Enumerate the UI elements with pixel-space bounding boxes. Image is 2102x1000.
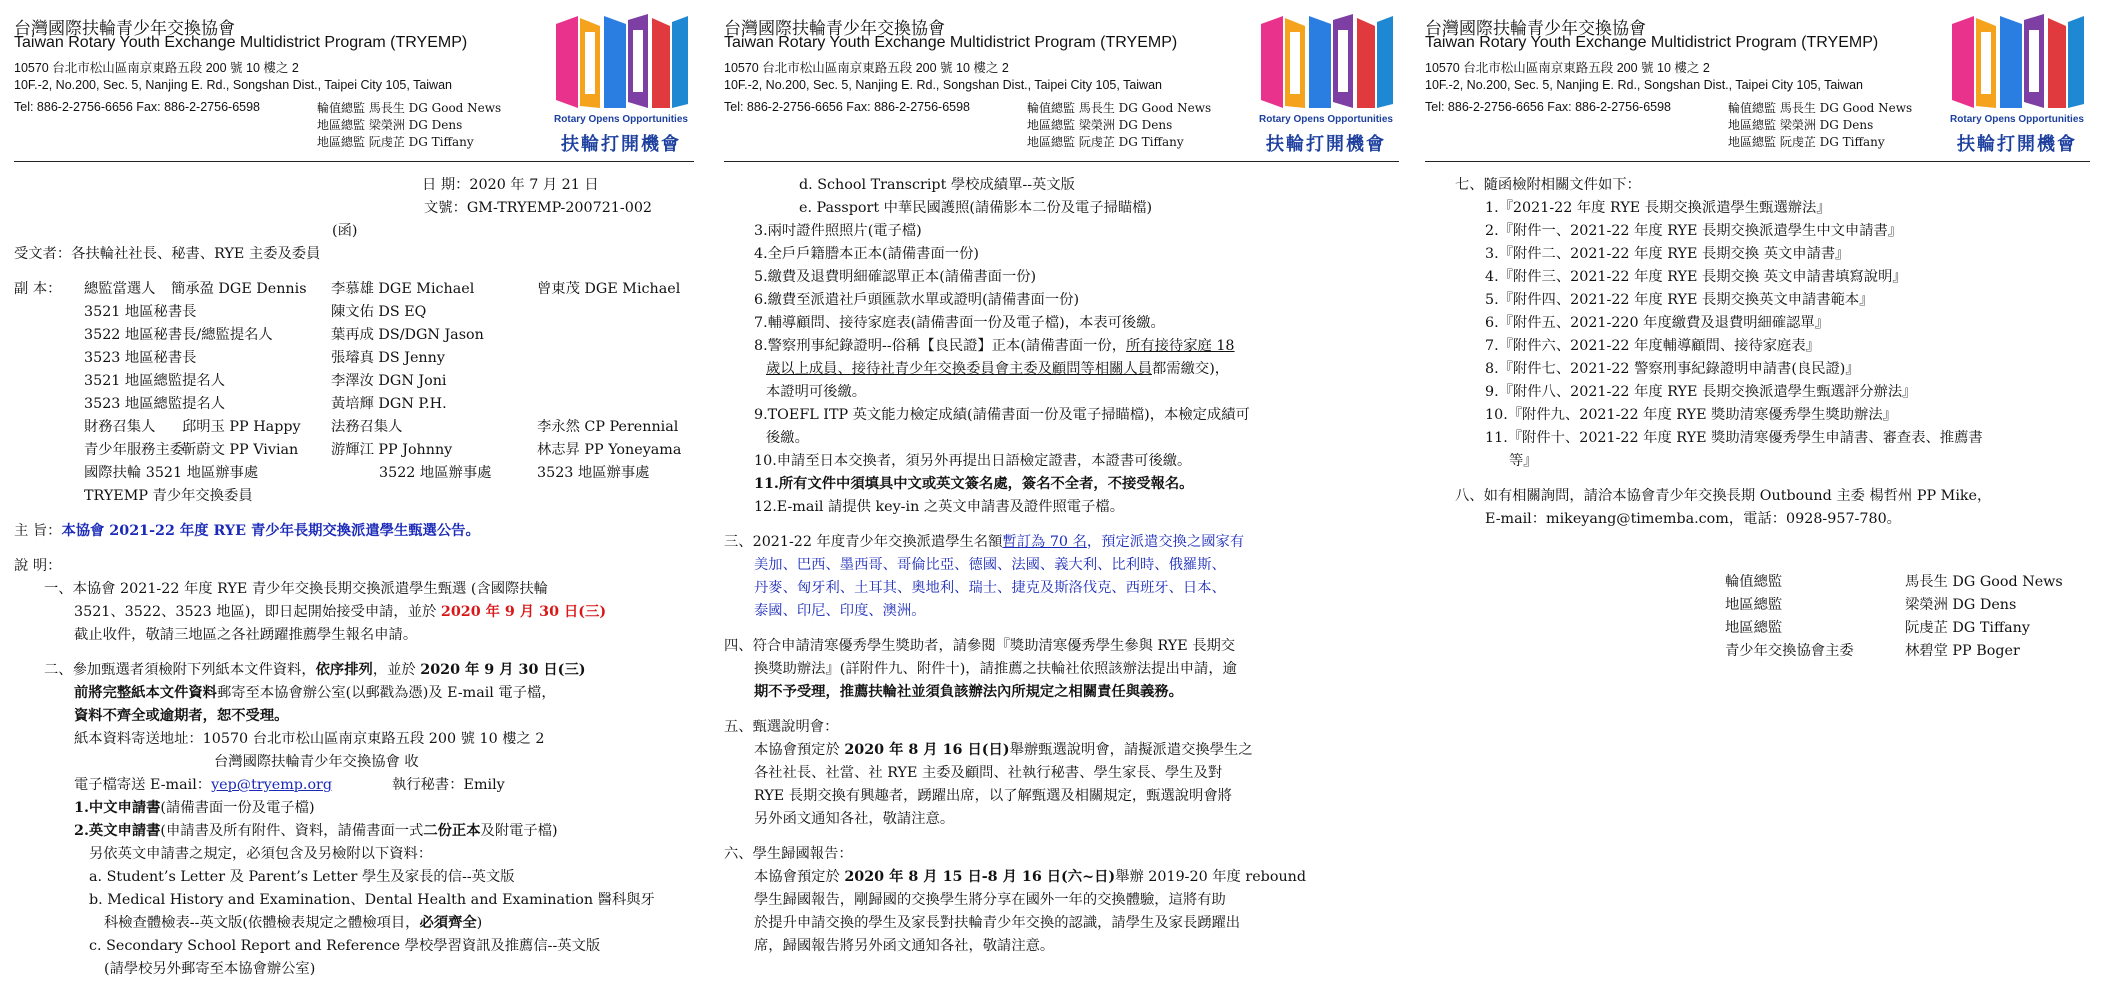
header-divider [14, 161, 694, 162]
address-en: 10F.-2, No.200, Sec. 5, Nanjing E. Rd., Songshan Dist., Taipei City 105, Taiwan [1425, 78, 1863, 92]
text-line: 4.全戶戶籍謄本正本(請備書面一份) [754, 246, 979, 262]
attachment-item: 9.『附件八、2021-22 年度 RYE 長期交換派遣學生甄選評分辦法』 [1485, 384, 1917, 400]
text-line: 八、如有相關詢問，請洽本協會青少年交換長期 Outbound 主委 楊哲州 PP Mike， [1455, 488, 1992, 504]
text-line [724, 866, 1399, 889]
text-line: 12.E-mail 請提供 key-in 之英文申請書及證件照電子檔。 [754, 499, 1124, 515]
explain-item-2 [14, 659, 694, 981]
cc-cell: 3522 地區秘書長/總監提名人 [84, 327, 273, 343]
cc-cell: 國際扶輪 3521 地區辦事處 [84, 465, 259, 481]
cc-row [14, 393, 694, 416]
logo-slogan: 扶輪打開機會 [1266, 134, 1386, 155]
signature-block [1425, 571, 2090, 663]
cc-cell: 游輝江 PP Johnny [331, 442, 453, 458]
logo-slogan: 扶輪打開機會 [1957, 134, 2077, 155]
governor-line: 地區總監 梁榮洲 DG Dens [1728, 118, 1874, 132]
tel-fax: Tel: 886-2-2756-6656 Fax: 886-2-2756-6598 [1425, 100, 1672, 114]
text-span: ，並於 [372, 662, 421, 678]
cc-cell: 3522 地區辦事處 [379, 465, 492, 481]
cc-cell: 3521 地區秘書長 [84, 304, 197, 320]
cc-cell: 葉再成 DS/DGN Jason [331, 327, 484, 343]
signature-name: 馬長生 DG Good News [1905, 574, 2063, 590]
text-span: ) [476, 915, 483, 931]
text-span: 3521、3522、3523 地區)，即日起開始接受申請，並於 [74, 604, 441, 620]
signature-name: 林碧堂 PP Boger [1905, 643, 2020, 659]
text-span: 郵寄至本協會辦公室(以郵戳為憑)及 E-mail 電子檔， [216, 685, 556, 701]
section-5 [724, 716, 1399, 831]
address-en: 10F.-2, No.200, Sec. 5, Nanjing E. Rd., Songshan Dist., Taipei City 105, Taiwan [14, 78, 452, 92]
text-line: RYE 長期交換有興趣者，踴躍出席，以了解甄選及相關規定，甄選說明會將 [754, 788, 1232, 804]
signature-row [1725, 571, 2090, 594]
logo-tagline: Rotary Opens Opportunities [1950, 114, 2084, 125]
text-line: 7.輔導顧問、接待家庭表(請備書面一份及電子檔)，本表可後繳。 [754, 315, 1165, 331]
text-line [44, 797, 694, 820]
org-name-zh: 台灣國際扶輪青少年交換協會 [724, 19, 945, 39]
tel-fax: Tel: 886-2-2756-6656 Fax: 886-2-2756-6598 [724, 100, 971, 114]
governor-line: 輪值總監 馬長生 DG Good News [1728, 101, 1913, 115]
rotary-doors-logo [1948, 12, 2086, 155]
text-line [44, 912, 694, 935]
cc-row [14, 301, 694, 324]
text-line: c. Secondary School Report and Reference 學校學習資訊及推薦信--英文版 [89, 938, 601, 954]
text-line: 美加、巴西、墨西哥、哥倫比亞、德國、法國、義大利、比利時、俄羅斯、 [754, 557, 1226, 573]
text-span: (請備書面一份及電子檔) [160, 800, 315, 816]
page-1 [14, 0, 694, 1000]
text-line: 另依英文申請書之規定，必須包含及另檢附以下資料： [89, 846, 433, 862]
text-line: 後繳。 [766, 430, 809, 446]
text-span: 本協會預定於 [754, 869, 845, 885]
cc-cell: 3523 地區秘書長 [84, 350, 197, 366]
text-line: 期不予受理，推薦扶輪社並須負該辦法內所規定之相關責任與義務。 [754, 684, 1183, 700]
org-name-en: Taiwan Rotary Youth Exchange Multidistrict Program (TRYEMP) [14, 34, 468, 51]
section-8 [1425, 485, 2090, 531]
text-line: 學生歸國報告，剛歸國的交換學生將分享在國外一年的交換體驗，這將有助 [754, 892, 1226, 908]
attachment-item: 5.『附件四、2021-22 年度 RYE 長期交換英文申請書範本』 [1485, 292, 1874, 308]
subject-line [14, 520, 694, 543]
doors-icon [552, 12, 690, 112]
letterhead [14, 0, 694, 160]
text-span: 依序排列 [315, 662, 373, 678]
text-line: 泰國、印尼、印度、澳洲。 [754, 603, 926, 619]
section-4 [724, 635, 1399, 704]
section-6 [724, 843, 1399, 958]
cc-cell: 黃培輝 DGN P.H. [331, 396, 447, 412]
text-span: 及附電子檔) [480, 823, 558, 839]
signature-row [1725, 640, 2090, 663]
cc-row [14, 485, 694, 508]
logo-slogan: 扶輪打開機會 [561, 134, 681, 155]
cc-cell: 3523 地區辦事處 [537, 465, 650, 481]
deadline-date: 2020 年 9 月 30 日(三) [440, 604, 607, 620]
text-line [724, 739, 1399, 762]
text-line: 截止收件，敬請三地區之各社踴躍推薦學生報名申請。 [74, 627, 418, 643]
cc-cell: 財務召集人 [84, 419, 156, 435]
text-line [754, 358, 1399, 381]
text-span: 二、參加甄選者須檢附下列紙本文件資料， [44, 662, 316, 678]
signature-title: 地區總監 [1725, 597, 1783, 613]
org-name-en: Taiwan Rotary Youth Exchange Multidistrict Program (TRYEMP) [1425, 34, 1879, 51]
logo-tagline: Rotary Opens Opportunities [554, 114, 688, 125]
text-span: 都需繳交)， [1152, 361, 1230, 377]
text-line: 本證明可後繳。 [766, 384, 867, 400]
cc-cell: 3523 地區總監提名人 [84, 396, 226, 412]
org-name-en: Taiwan Rotary Youth Exchange Multidistrict Program (TRYEMP) [724, 34, 1178, 51]
text-span: 8.警察刑事紀錄證明--俗稱【良民證】正本(請備書面一份， [754, 338, 1127, 354]
text-line [44, 601, 694, 624]
explain-item-1 [14, 578, 694, 647]
text-span: 科檢查體檢表--英文版(依體檢表規定之體檢項目， [104, 915, 420, 931]
email-line [44, 774, 694, 797]
signature-title: 青少年交換協會主委 [1725, 643, 1854, 659]
page-3 [1425, 0, 2090, 1000]
cc-row [14, 462, 694, 485]
attachment-item: 11.『附件十、2021-22 年度 RYE 獎助清寒優秀學生申請書、審查表、推薦書 [1485, 430, 1983, 446]
org-name-zh: 台灣國際扶輪青少年交換協會 [14, 19, 235, 39]
text-span: 前將完整紙本文件資料 [74, 685, 217, 701]
section-3 [724, 531, 1399, 623]
cc-cell: 張璿真 DS Jenny [331, 350, 445, 366]
text-span: 2.英文申請書 [74, 823, 161, 839]
rotary-doors-logo [1257, 12, 1395, 155]
logo-tagline: Rotary Opens Opportunities [1259, 114, 1393, 125]
doors-icon [1257, 12, 1395, 112]
text-line: 另外函文通知各社，敬請注意。 [754, 811, 955, 827]
text-line: 5.繳費及退費明細確認單正本(請備書面一份) [754, 269, 1037, 285]
address-zh: 10570 台北市松山區南京東路五段 200 號 10 樓之 2 [1425, 61, 1710, 75]
document-list [724, 174, 1399, 519]
attachment-item: 8.『附件七、2021-22 警察刑事紀錄證明申請書(良民證)』 [1485, 361, 1860, 377]
text-line: 6.繳費至派遣社戶頭匯款水單或證明(請備書面一份) [754, 292, 1080, 308]
governor-line: 地區總監 梁榮洲 DG Dens [1027, 118, 1173, 132]
text-line: 9.TOEFL ITP 英文能力檢定成績(請備書面一份及電子掃瞄檔)，本檢定成績可 [754, 407, 1250, 423]
rotary-doors-logo [552, 12, 690, 155]
cc-row [14, 416, 694, 439]
text-line [44, 820, 694, 843]
governor-line: 地區總監 阮虔芷 DG Tiffany [1027, 135, 1184, 149]
text-span: 1.中文申請書 [74, 800, 161, 816]
cc-cell: 李澤汝 DGN Joni [331, 373, 447, 389]
governor-line: 地區總監 梁榮洲 DG Dens [317, 118, 463, 132]
governor-line: 輪值總監 馬長生 DG Good News [317, 101, 502, 115]
text-span: 所有接待家庭 18 [1126, 338, 1235, 354]
cc-cell: 簡承盈 DGE Dennis [171, 281, 307, 297]
text-span: 舉辦甄選說明會，請擬派遣交換學生之 [1009, 742, 1253, 758]
governor-list [1027, 100, 1211, 151]
section-title: 六、學生歸國報告： [724, 846, 853, 862]
address-zh: 10570 台北市松山區南京東路五段 200 號 10 樓之 2 [14, 61, 299, 75]
attachment-item: 10.『附件九、2021-22 年度 RYE 獎助清寒優秀學生獎助辦法』 [1485, 407, 1897, 423]
email-link[interactable]: yep@tryemp.org [211, 777, 333, 793]
header-divider [1425, 161, 2090, 162]
cc-row [14, 347, 694, 370]
attachment-item: 3.『附件二、2021-22 年度 RYE 長期交換 英文申請書』 [1485, 246, 1850, 262]
text-line: b. Medical History and Examination、Dental Health and Examination 醫科與牙 [89, 892, 655, 908]
cc-row [14, 439, 694, 462]
document-number: 文號：GM-TRYEMP-200721-002 [424, 200, 653, 216]
text-span: ，預定派遣交換之國家有 [1086, 534, 1245, 550]
signature-title: 地區總監 [1725, 620, 1783, 636]
text-span: 2020 年 9 月 30 日(三) [420, 662, 586, 678]
cc-row [14, 370, 694, 393]
cc-cell: 總監當選人 [84, 281, 156, 297]
section-7 [1425, 174, 2090, 473]
cc-cell: 青少年服務主委 [84, 442, 185, 458]
subject-text: 本協會 2021-22 年度 RYE 青少年長期交換派遣學生甄選公告。 [61, 523, 480, 539]
text-line: (請學校另外郵寄至本協會辦公室) [104, 961, 316, 977]
attachment-item: 4.『附件三、2021-22 年度 RYE 長期交換 英文申請書填寫說明』 [1485, 269, 1907, 285]
text-span: 2020 年 8 月 16 日(日) [844, 742, 1010, 758]
text-line: 丹麥、匈牙利、土耳其、奧地利、瑞士、捷克及斯洛伐克、西班牙、日本、 [754, 580, 1226, 596]
text-line: 四、符合申請清寒優秀學生獎助者，請參閱『獎助清寒優秀學生參與 RYE 長期交 [724, 638, 1236, 654]
signature-row [1725, 617, 2090, 640]
cc-cell: 3521 地區總監提名人 [84, 373, 226, 389]
mailing-address: 紙本資料寄送地址：10570 台北市松山區南京東路五段 200 號 10 樓之 2 [74, 731, 545, 747]
cc-cell: 林志昇 PP Yoneyama [537, 442, 682, 458]
text-line: a. Student’s Letter 及 Parent’s Letter 學生及家長的信--英文版 [89, 869, 515, 885]
cc-cell: 法務召集人 [331, 419, 403, 435]
attachment-item: 2.『附件一、2021-22 年度 RYE 長期交換派遣學生中文申請書』 [1485, 223, 1903, 239]
text-line: 席，歸國報告將另外函文通知各社，敬請注意。 [754, 938, 1055, 954]
attachment-list [1455, 197, 2090, 473]
text-span: 舉辦 2019-20 年度 rebound [1115, 869, 1307, 885]
letter-type: (函) [332, 223, 358, 239]
cc-cell: 邱明玉 PP Happy [182, 419, 301, 435]
text-line: 資料不齊全或逾期者，恕不受理。 [74, 708, 289, 724]
text-line: 3.兩吋證件照照片(電子檔) [754, 223, 922, 239]
explain-label: 說 明： [14, 558, 62, 574]
text-span: 歲以上成員、接待社青少年交換委員會主委及顧問等相關人員 [766, 361, 1153, 377]
cc-cell: TRYEMP 青少年交換委員 [84, 488, 253, 504]
signature-name: 阮虔芷 DG Tiffany [1905, 620, 2030, 636]
cc-cell: 靳蔚文 PP Vivian [182, 442, 299, 458]
text-line: 一、本協會 2021-22 年度 RYE 青少年交換長期交換派遣學生甄選 (含國際扶輪 [44, 581, 548, 597]
org-name-zh: 台灣國際扶輪青少年交換協會 [1425, 19, 1646, 39]
text-line: d. School Transcript 學校成績單--英文版 [799, 177, 1075, 193]
text-line [44, 659, 694, 682]
cc-cell: 陳文佑 DS EQ [331, 304, 427, 320]
cc-row [14, 278, 694, 301]
text-line [44, 682, 694, 705]
text-line: 各社社長、社當、社 RYE 主委及顧問、社執行秘書、學生家長、學生及對 [754, 765, 1223, 781]
email-label: 電子檔寄送 E-mail： [74, 777, 212, 793]
cc-cell: 李永然 CP Perennial [537, 419, 679, 435]
page-2 [724, 0, 1399, 1000]
cc-cell: 曾東茂 DGE Michael [537, 281, 681, 297]
header-divider [724, 161, 1399, 162]
attachment-item-continued: 等』 [1509, 453, 1538, 469]
text-line: 換獎助辦法』(詳附件九、附件十)，請推薦之扶輪社依照該辦法提出申請，逾 [754, 661, 1237, 677]
signature-name: 梁榮洲 DG Dens [1905, 597, 2017, 613]
address-zh: 10570 台北市松山區南京東路五段 200 號 10 樓之 2 [724, 61, 1009, 75]
text-line: e. Passport 中華民國護照(請備影本二份及電子掃瞄檔) [799, 200, 1153, 216]
governor-list [317, 100, 501, 151]
text-line: 10.申請至日本交換者，須另外再提出日語檢定證書，本證書可後繳。 [754, 453, 1192, 469]
cc-row [14, 324, 694, 347]
address-en: 10F.-2, No.200, Sec. 5, Nanjing E. Rd., Songshan Dist., Taipei City 105, Taiwan [724, 78, 1162, 92]
letter-body [14, 174, 694, 981]
governor-line: 輪值總監 馬長生 DG Good News [1027, 101, 1212, 115]
letterhead [724, 0, 1399, 160]
attachment-item: 1.『2021-22 年度 RYE 長期交換派遣學生甄選辦法』 [1485, 200, 1831, 216]
letterhead [1425, 0, 2090, 160]
tel-fax: Tel: 886-2-2756-6656 Fax: 886-2-2756-6598 [14, 100, 261, 114]
text-line: 11.所有文件中須填具中文或英文簽名處，簽名不全者，不接受報名。 [754, 476, 1194, 492]
text-span: 本協會預定於 [754, 742, 845, 758]
section-title: 七、隨函檢附相關文件如下： [1455, 177, 1641, 193]
text-span: 二份正本 [423, 823, 481, 839]
doors-icon [1948, 12, 2086, 112]
cc-block [14, 278, 694, 508]
text-span: 三、2021-22 年度青少年交換派遣學生名額 [724, 534, 1003, 550]
text-span: (申請書及所有附件、資料，請備書面一式 [160, 823, 424, 839]
text-line [754, 335, 1399, 358]
letter-body [1425, 174, 2090, 663]
letter-body [724, 174, 1399, 958]
text-span: 暫訂為 70 名 [1002, 534, 1087, 550]
text-span: 2020 年 8 月 15 日-8 月 16 日(六~日) [844, 869, 1116, 885]
text-line: 於提升申請交換的學生及家長對扶輪青少年交換的認識，請學生及家長踴躍出 [754, 915, 1241, 931]
text-span: 必須齊全 [419, 915, 477, 931]
mail-recipient: 台灣國際扶輪青少年交換協會 收 [214, 754, 419, 770]
governor-line: 地區總監 阮虔芷 DG Tiffany [317, 135, 474, 149]
cc-cell: 李慕雄 DGE Michael [331, 281, 475, 297]
letter-date: 日 期：2020 年 7 月 21 日 [422, 177, 599, 193]
text-line [724, 531, 1399, 554]
governor-list [1728, 100, 1912, 151]
section-title: 五、甄選說明會： [724, 719, 839, 735]
subject-label: 主 旨： [14, 523, 62, 539]
signature-row [1725, 594, 2090, 617]
attachment-item: 7.『附件六、2021-22 年度輔導顧問、接待家庭表』 [1485, 338, 1820, 354]
attachment-item: 6.『附件五、2021-220 年度繳費及退費明細確認單』 [1485, 315, 1830, 331]
contact-line: E-mail：mikeyang@timemba.com，電話：0928-957-780。 [1485, 511, 1901, 527]
signature-title: 輪值總監 [1725, 574, 1783, 590]
executive-secretary: 執行秘書：Emily [392, 777, 505, 793]
recipient: 受文者：各扶輪社社長、秘書、RYE 主委及委員 [14, 246, 321, 262]
governor-line: 地區總監 阮虔芷 DG Tiffany [1728, 135, 1885, 149]
cc-label: 副 本： [14, 281, 62, 297]
